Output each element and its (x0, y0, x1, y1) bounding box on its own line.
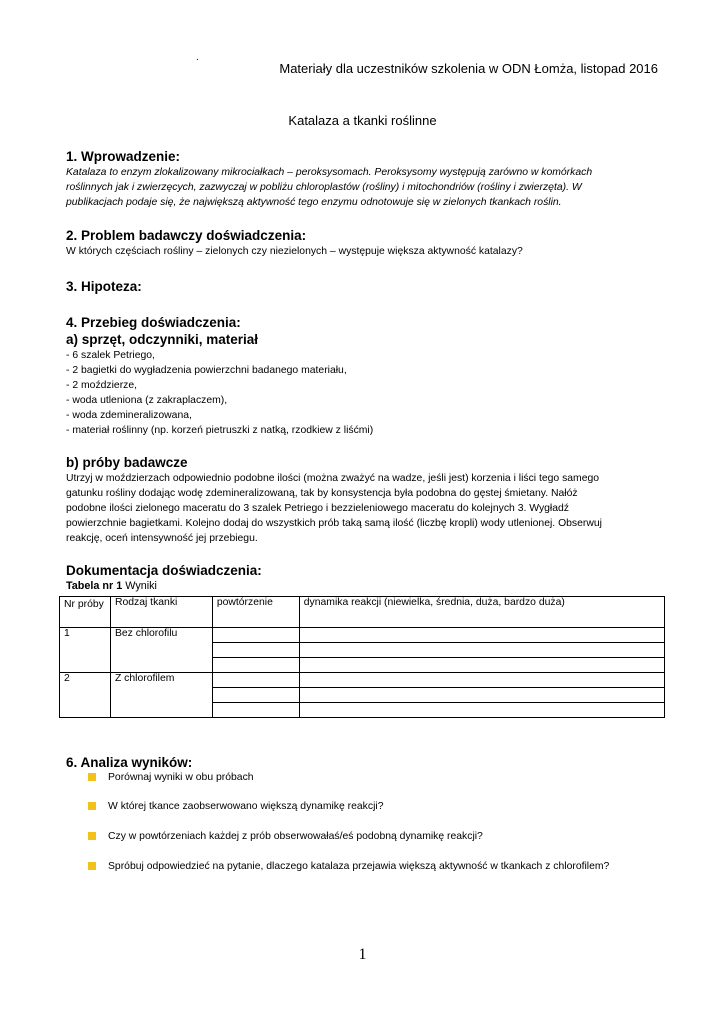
list-item (88, 861, 609, 872)
cell-repetition[interactable] (212, 703, 299, 718)
table-caption-title: Wyniki (122, 580, 157, 592)
cell-repetition[interactable] (212, 658, 299, 673)
table-row (60, 628, 665, 643)
section-1-line: publikacjach podaje się, że największą aktywność tego enzymu odnotowuje się w zielonych tkankach roślin. (66, 197, 562, 208)
header-dot: . (196, 52, 199, 63)
section-6-heading: 6. Analiza wyników: (66, 755, 193, 770)
table-header-row (60, 597, 665, 628)
column-header-dynamics: dynamika reakcji (niewielka, średnia, duża, bardzo duża) (299, 597, 664, 628)
section-4b-heading: b) próby badawcze (66, 455, 188, 470)
column-header-repetition: powtórzenie (212, 597, 299, 628)
cell-dynamics[interactable] (299, 688, 664, 703)
section-3-heading: 3. Hipoteza: (66, 279, 142, 294)
column-header-nr: Nr próby (60, 597, 111, 628)
list-item (88, 801, 383, 812)
bullet-square-icon (88, 862, 96, 870)
list-item: - 2 moździerze, (66, 380, 138, 391)
paragraph-line: Utrzyj w moździerzach odpowiednio podobne ilości (można zważyć na wadze, jeśli jest) korzenia i liści tego samego (66, 473, 600, 484)
paragraph-line: reakcję, oceń intensywność jej przebiegu. (66, 533, 258, 544)
section-1-text (66, 165, 666, 210)
paragraph-line: podobne ilości zielonego maceratu do 3 szalek Petriego i bezzieleniowego maceratu do kolejnych 3. Wygładź (66, 503, 569, 514)
section-2-text: W których częściach rośliny – zielonych czy niezielonych – występuje większa aktywność katalazy? (66, 246, 523, 257)
list-item: - materiał roślinny (np. korzeń pietruszki z natką, rzodkiew z liśćmi) (66, 425, 374, 436)
cell-dynamics[interactable] (299, 658, 664, 673)
table-caption (66, 580, 157, 592)
cell-dynamics[interactable] (299, 628, 664, 643)
table-caption-number: Tabela nr 1 (66, 580, 123, 592)
bullet-text: Porównaj wyniki w obu próbach (108, 772, 254, 783)
bullet-square-icon (88, 832, 96, 840)
table-row (60, 673, 665, 688)
list-item: - 6 szalek Petriego, (66, 350, 155, 361)
list-item: - 2 bagietki do wygładzenia powierzchni badanego materiału, (66, 365, 347, 376)
cell-tissue: Z chlorofilem (110, 673, 212, 718)
section-1-line: Katalaza to enzym zlokalizowany mikrociałkach – peroksysomach. Peroksysomy występują zarówno w komórkach (66, 167, 593, 178)
bullet-text: Czy w powtórzeniach każdej z prób obserwowałaś/eś podobną dynamikę reakcji? (108, 831, 483, 842)
cell-dynamics[interactable] (299, 703, 664, 718)
bullet-square-icon (88, 802, 96, 810)
page-header: Materiały dla uczestników szkolenia w ODN Łomża, listopad 2016 (279, 61, 658, 76)
list-item: - woda zdemineralizowana, (66, 410, 192, 421)
section-4-heading: 4. Przebieg doświadczenia: (66, 315, 241, 330)
document-title: Katalaza a tkanki roślinne (288, 113, 437, 128)
section-1-heading: 1. Wprowadzenie: (66, 149, 181, 164)
results-table (59, 596, 665, 718)
section-1-line: roślinnych jak i zwierzęcych, zazwyczaj w pobliżu chloroplastów (rośliny) i mitochondriów (rośliny i zwierzęta). W (66, 182, 582, 193)
column-header-tissue: Rodzaj tkanki (110, 597, 212, 628)
documentation-heading: Dokumentacja doświadczenia: (66, 563, 262, 578)
bullet-text: Spróbuj odpowiedzieć na pytanie, dlaczego katalaza przejawia większą aktywność w tkankach z chlorofilem? (108, 861, 610, 872)
cell-tissue: Bez chlorofilu (110, 628, 212, 673)
cell-dynamics[interactable] (299, 643, 664, 658)
paragraph-line: powierzchnie bagietkami. Kolejno dodaj do wszystkich prób taką samą ilość (liczbę kropli) wody utlenionej. Obserwuj (66, 518, 602, 529)
cell-repetition[interactable] (212, 673, 299, 688)
cell-dynamics[interactable] (299, 673, 664, 688)
list-item (88, 831, 483, 842)
list-item: - woda utleniona (z zakraplaczem), (66, 395, 228, 406)
materials-list (66, 348, 373, 438)
cell-nr: 2 (60, 673, 111, 718)
cell-nr: 1 (60, 628, 111, 673)
paragraph-line: gatunku rośliny dodając wodę zdemineralizowaną, tak by konsystencja była podobna do gęstej śmietany. Nałóż (66, 488, 578, 499)
bullet-text: W której tkance zaobserwowano większą dynamikę reakcji? (108, 801, 384, 812)
cell-repetition[interactable] (212, 688, 299, 703)
list-item (88, 772, 254, 783)
bullet-square-icon (88, 773, 96, 781)
cell-repetition[interactable] (212, 628, 299, 643)
section-4a-heading: a) sprzęt, odczynniki, materiał (66, 332, 259, 347)
section-2-heading: 2. Problem badawczy doświadczenia: (66, 228, 307, 243)
section-4b-text (66, 471, 666, 546)
page-number: 1 (358, 946, 367, 963)
cell-repetition[interactable] (212, 643, 299, 658)
